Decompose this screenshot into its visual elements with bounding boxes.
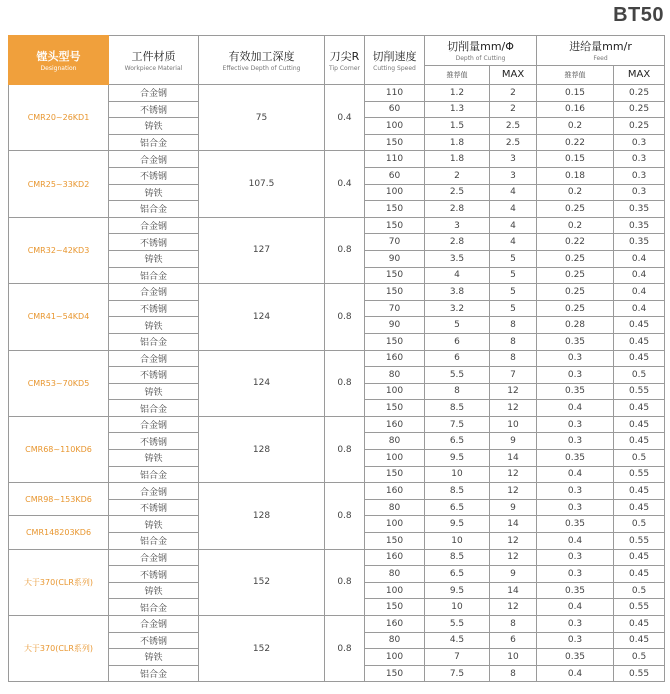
- cut-depth-recommended-cell: 6: [425, 350, 490, 367]
- feed-max-cell: 0.25: [614, 85, 665, 102]
- designation-code: 大于370(CLR系列): [9, 616, 109, 682]
- cut-depth-max-cell: 7: [490, 367, 537, 384]
- cut-depth-max-cell: 2.5: [490, 118, 537, 135]
- feed-max-cell: 0.55: [614, 383, 665, 400]
- designation-code: CMR53~70KD5: [9, 350, 109, 416]
- cut-depth-max-cell: 8: [490, 333, 537, 350]
- feed-max-cell: 0.45: [614, 499, 665, 516]
- material-cell: 不锈钢: [109, 632, 199, 649]
- designation-code: CMR68~110KD6: [9, 416, 109, 482]
- tip-cell: 0.4: [325, 85, 365, 151]
- cut-depth-max-cell: 8: [490, 665, 537, 682]
- material-cell: 铝合金: [109, 267, 199, 284]
- page-code: BT50: [613, 4, 664, 26]
- cut-depth-recommended-cell: 8.5: [425, 549, 490, 566]
- cut-depth-recommended-cell: 1.2: [425, 85, 490, 102]
- material-cell: 不锈钢: [109, 167, 199, 184]
- depth-cell: 124: [199, 350, 325, 416]
- feed-max-cell: 0.4: [614, 284, 665, 301]
- cut-depth-recommended-cell: 3: [425, 217, 490, 234]
- feed-max-cell: 0.45: [614, 566, 665, 583]
- header-feed-max: MAX: [614, 65, 665, 84]
- material-cell: 合金钢: [109, 616, 199, 633]
- table-row: [9, 217, 665, 234]
- feed-recommended-cell: 0.4: [537, 665, 614, 682]
- cut-depth-max-cell: 3: [490, 151, 537, 168]
- speed-cell: 100: [365, 649, 425, 666]
- feed-recommended-cell: 0.35: [537, 333, 614, 350]
- cut-depth-recommended-cell: 2: [425, 167, 490, 184]
- feed-max-cell: 0.45: [614, 350, 665, 367]
- feed-recommended-cell: 0.18: [537, 167, 614, 184]
- feed-max-cell: 0.45: [614, 616, 665, 633]
- feed-max-cell: 0.55: [614, 466, 665, 483]
- speed-cell: 150: [365, 599, 425, 616]
- speed-cell: 100: [365, 383, 425, 400]
- depth-cell: 124: [199, 284, 325, 350]
- feed-recommended-cell: 0.15: [537, 151, 614, 168]
- feed-max-cell: 0.5: [614, 367, 665, 384]
- feed-recommended-cell: 0.25: [537, 201, 614, 218]
- feed-max-cell: 0.5: [614, 649, 665, 666]
- cut-depth-recommended-cell: 9.5: [425, 450, 490, 467]
- feed-max-cell: 0.4: [614, 267, 665, 284]
- feed-max-cell: 0.25: [614, 118, 665, 135]
- feed-max-cell: 0.55: [614, 665, 665, 682]
- material-cell: 铝合金: [109, 201, 199, 218]
- header-feed-recommended: 推荐值: [537, 65, 614, 84]
- material-cell: 合金钢: [109, 217, 199, 234]
- tip-cell: 0.8: [325, 284, 365, 350]
- feed-recommended-cell: 0.3: [537, 499, 614, 516]
- cut-depth-recommended-cell: 6: [425, 333, 490, 350]
- cut-depth-max-cell: 12: [490, 533, 537, 550]
- tip-cell: 0.8: [325, 483, 365, 549]
- speed-cell: 70: [365, 234, 425, 251]
- table-row: [9, 616, 665, 633]
- cut-depth-recommended-cell: 3.5: [425, 250, 490, 267]
- speed-cell: 100: [365, 582, 425, 599]
- material-cell: 不锈钢: [109, 300, 199, 317]
- material-cell: 不锈钢: [109, 234, 199, 251]
- cut-depth-max-cell: 9: [490, 499, 537, 516]
- cut-depth-recommended-cell: 9.5: [425, 516, 490, 533]
- material-cell: 铸铁: [109, 250, 199, 267]
- speed-cell: 80: [365, 367, 425, 384]
- cut-depth-recommended-cell: 10: [425, 599, 490, 616]
- cut-depth-recommended-cell: 4: [425, 267, 490, 284]
- material-cell: 铸铁: [109, 184, 199, 201]
- cut-depth-max-cell: 14: [490, 582, 537, 599]
- cut-depth-max-cell: 12: [490, 466, 537, 483]
- header-material: 工件材质 Workpiece Material: [109, 36, 199, 85]
- material-cell: 不锈钢: [109, 367, 199, 384]
- material-cell: 合金钢: [109, 85, 199, 102]
- cut-depth-recommended-cell: 10: [425, 533, 490, 550]
- speed-cell: 90: [365, 250, 425, 267]
- cut-depth-max-cell: 9: [490, 433, 537, 450]
- feed-max-cell: 0.3: [614, 134, 665, 151]
- designation-code: CMR25~33KD2: [9, 151, 109, 217]
- material-cell: 合金钢: [109, 151, 199, 168]
- feed-max-cell: 0.45: [614, 416, 665, 433]
- material-cell: 不锈钢: [109, 433, 199, 450]
- feed-recommended-cell: 0.2: [537, 184, 614, 201]
- table-row: [9, 350, 665, 367]
- feed-recommended-cell: 0.22: [537, 134, 614, 151]
- material-cell: 合金钢: [109, 350, 199, 367]
- feed-max-cell: 0.25: [614, 101, 665, 118]
- cut-depth-max-cell: 9: [490, 566, 537, 583]
- feed-recommended-cell: 0.3: [537, 549, 614, 566]
- speed-cell: 150: [365, 284, 425, 301]
- depth-cell: 107.5: [199, 151, 325, 217]
- cut-depth-recommended-cell: 6.5: [425, 499, 490, 516]
- material-cell: 合金钢: [109, 549, 199, 566]
- feed-recommended-cell: 0.35: [537, 649, 614, 666]
- cut-depth-recommended-cell: 9.5: [425, 582, 490, 599]
- cut-depth-recommended-cell: 1.8: [425, 151, 490, 168]
- material-cell: 铸铁: [109, 317, 199, 334]
- feed-max-cell: 0.4: [614, 250, 665, 267]
- cut-depth-recommended-cell: 3.2: [425, 300, 490, 317]
- feed-max-cell: 0.45: [614, 317, 665, 334]
- designation-code: CMR98~153KD6: [9, 483, 109, 516]
- cut-depth-recommended-cell: 8.5: [425, 483, 490, 500]
- speed-cell: 150: [365, 665, 425, 682]
- feed-recommended-cell: 0.3: [537, 367, 614, 384]
- cut-depth-max-cell: 5: [490, 267, 537, 284]
- feed-recommended-cell: 0.3: [537, 350, 614, 367]
- designation-code: CMR32~42KD3: [9, 217, 109, 283]
- feed-max-cell: 0.55: [614, 533, 665, 550]
- cut-depth-max-cell: 6: [490, 632, 537, 649]
- feed-recommended-cell: 0.25: [537, 267, 614, 284]
- speed-cell: 160: [365, 483, 425, 500]
- material-cell: 铝合金: [109, 400, 199, 417]
- cut-depth-max-cell: 8: [490, 317, 537, 334]
- feed-recommended-cell: 0.35: [537, 582, 614, 599]
- material-cell: 合金钢: [109, 416, 199, 433]
- depth-cell: 75: [199, 85, 325, 151]
- table-row: [9, 284, 665, 301]
- cut-depth-recommended-cell: 1.3: [425, 101, 490, 118]
- feed-recommended-cell: 0.3: [537, 433, 614, 450]
- feed-max-cell: 0.35: [614, 201, 665, 218]
- header-feed: 进给量mm/r Feed: [537, 36, 665, 66]
- header-designation: 镗头型号 Designation: [9, 36, 109, 85]
- feed-recommended-cell: 0.2: [537, 118, 614, 135]
- designation-code: CMR20~26KD1: [9, 85, 109, 151]
- cut-depth-max-cell: 12: [490, 599, 537, 616]
- cut-depth-max-cell: 12: [490, 400, 537, 417]
- speed-cell: 100: [365, 450, 425, 467]
- depth-cell: 128: [199, 416, 325, 482]
- material-cell: 铸铁: [109, 649, 199, 666]
- material-cell: 不锈钢: [109, 101, 199, 118]
- feed-max-cell: 0.45: [614, 400, 665, 417]
- feed-max-cell: 0.45: [614, 333, 665, 350]
- cut-depth-recommended-cell: 7: [425, 649, 490, 666]
- cut-depth-recommended-cell: 3.8: [425, 284, 490, 301]
- speed-cell: 60: [365, 101, 425, 118]
- table-row: [9, 483, 665, 500]
- depth-cell: 152: [199, 616, 325, 682]
- header-tip: 刀尖R Tip Corner: [325, 36, 365, 85]
- speed-cell: 150: [365, 533, 425, 550]
- cut-depth-recommended-cell: 6.5: [425, 433, 490, 450]
- speed-cell: 150: [365, 400, 425, 417]
- material-cell: 铝合金: [109, 533, 199, 550]
- cut-depth-recommended-cell: 5.5: [425, 616, 490, 633]
- material-cell: 铸铁: [109, 582, 199, 599]
- cut-depth-max-cell: 4: [490, 184, 537, 201]
- material-cell: 铝合金: [109, 466, 199, 483]
- depth-cell: 152: [199, 549, 325, 615]
- feed-max-cell: 0.4: [614, 300, 665, 317]
- feed-recommended-cell: 0.22: [537, 234, 614, 251]
- feed-recommended-cell: 0.4: [537, 533, 614, 550]
- speed-cell: 60: [365, 167, 425, 184]
- feed-recommended-cell: 0.28: [537, 317, 614, 334]
- depth-cell: 128: [199, 483, 325, 549]
- feed-max-cell: 0.45: [614, 483, 665, 500]
- feed-recommended-cell: 0.35: [537, 383, 614, 400]
- feed-max-cell: 0.55: [614, 599, 665, 616]
- cut-depth-recommended-cell: 5: [425, 317, 490, 334]
- cut-depth-recommended-cell: 4.5: [425, 632, 490, 649]
- table-row: [9, 416, 665, 433]
- speed-cell: 100: [365, 516, 425, 533]
- speed-cell: 160: [365, 549, 425, 566]
- speed-cell: 80: [365, 433, 425, 450]
- cut-depth-recommended-cell: 8.5: [425, 400, 490, 417]
- tip-cell: 0.8: [325, 616, 365, 682]
- feed-recommended-cell: 0.2: [537, 217, 614, 234]
- header-cut-depth-max: MAX: [490, 65, 537, 84]
- feed-recommended-cell: 0.4: [537, 466, 614, 483]
- feed-max-cell: 0.35: [614, 234, 665, 251]
- feed-recommended-cell: 0.25: [537, 250, 614, 267]
- feed-max-cell: 0.45: [614, 549, 665, 566]
- cut-depth-recommended-cell: 1.8: [425, 134, 490, 151]
- feed-max-cell: 0.35: [614, 217, 665, 234]
- tip-cell: 0.8: [325, 350, 365, 416]
- feed-max-cell: 0.5: [614, 450, 665, 467]
- cut-depth-max-cell: 3: [490, 167, 537, 184]
- designation-code: 大于370(CLR系列): [9, 549, 109, 615]
- speed-cell: 80: [365, 632, 425, 649]
- feed-max-cell: 0.3: [614, 184, 665, 201]
- feed-recommended-cell: 0.3: [537, 632, 614, 649]
- speed-cell: 160: [365, 350, 425, 367]
- material-cell: 铸铁: [109, 516, 199, 533]
- feed-recommended-cell: 0.3: [537, 566, 614, 583]
- cut-depth-recommended-cell: 2.8: [425, 234, 490, 251]
- cut-depth-max-cell: 5: [490, 250, 537, 267]
- cut-depth-recommended-cell: 2.5: [425, 184, 490, 201]
- speed-cell: 150: [365, 333, 425, 350]
- cut-depth-max-cell: 14: [490, 516, 537, 533]
- feed-recommended-cell: 0.15: [537, 85, 614, 102]
- speed-cell: 150: [365, 267, 425, 284]
- speed-cell: 160: [365, 616, 425, 633]
- designation-code: CMR41~54KD4: [9, 284, 109, 350]
- speed-cell: 110: [365, 151, 425, 168]
- speed-cell: 150: [365, 134, 425, 151]
- speed-cell: 150: [365, 201, 425, 218]
- material-cell: 铸铁: [109, 450, 199, 467]
- feed-recommended-cell: 0.3: [537, 616, 614, 633]
- material-cell: 铝合金: [109, 665, 199, 682]
- speed-cell: 100: [365, 118, 425, 135]
- header-cut-depth-recommended: 推荐值: [425, 65, 490, 84]
- header-depth: 有效加工深度 Effective Depth of Cutting: [199, 36, 325, 85]
- material-cell: 合金钢: [109, 483, 199, 500]
- cut-depth-max-cell: 4: [490, 217, 537, 234]
- material-cell: 合金钢: [109, 284, 199, 301]
- cut-depth-max-cell: 8: [490, 616, 537, 633]
- table-row: [9, 85, 665, 102]
- designation-code: CMR148203KD6: [9, 516, 109, 549]
- tip-cell: 0.8: [325, 217, 365, 283]
- material-cell: 铝合金: [109, 599, 199, 616]
- cut-depth-max-cell: 2: [490, 101, 537, 118]
- cut-depth-max-cell: 5: [490, 284, 537, 301]
- cut-depth-max-cell: 8: [490, 350, 537, 367]
- feed-recommended-cell: 0.35: [537, 450, 614, 467]
- feed-max-cell: 0.5: [614, 516, 665, 533]
- material-cell: 不锈钢: [109, 499, 199, 516]
- feed-recommended-cell: 0.35: [537, 516, 614, 533]
- cut-depth-max-cell: 10: [490, 649, 537, 666]
- cut-depth-max-cell: 5: [490, 300, 537, 317]
- feed-recommended-cell: 0.4: [537, 400, 614, 417]
- feed-max-cell: 0.3: [614, 167, 665, 184]
- cut-depth-recommended-cell: 7.5: [425, 416, 490, 433]
- cut-depth-recommended-cell: 1.5: [425, 118, 490, 135]
- cut-depth-recommended-cell: 6.5: [425, 566, 490, 583]
- cut-depth-recommended-cell: 10: [425, 466, 490, 483]
- cut-depth-max-cell: 12: [490, 383, 537, 400]
- table-body: [9, 85, 665, 682]
- header-cut-depth: 切削量mm/Φ Depth of Cutting: [425, 36, 537, 66]
- tip-cell: 0.8: [325, 416, 365, 482]
- cut-depth-max-cell: 2.5: [490, 134, 537, 151]
- depth-cell: 127: [199, 217, 325, 283]
- feed-recommended-cell: 0.3: [537, 483, 614, 500]
- speed-cell: 90: [365, 317, 425, 334]
- cut-depth-max-cell: 4: [490, 201, 537, 218]
- speed-cell: 110: [365, 85, 425, 102]
- cut-depth-max-cell: 12: [490, 549, 537, 566]
- material-cell: 铸铁: [109, 118, 199, 135]
- cut-depth-max-cell: 10: [490, 416, 537, 433]
- feed-recommended-cell: 0.3: [537, 416, 614, 433]
- speed-cell: 160: [365, 416, 425, 433]
- cut-depth-recommended-cell: 8: [425, 383, 490, 400]
- feed-recommended-cell: 0.16: [537, 101, 614, 118]
- feed-max-cell: 0.5: [614, 582, 665, 599]
- feed-max-cell: 0.45: [614, 433, 665, 450]
- cut-depth-recommended-cell: 7.5: [425, 665, 490, 682]
- speed-cell: 100: [365, 184, 425, 201]
- cut-depth-max-cell: 14: [490, 450, 537, 467]
- cut-depth-recommended-cell: 5.5: [425, 367, 490, 384]
- header-speed: 切削速度 Cutting Speed: [365, 36, 425, 85]
- cut-depth-max-cell: 2: [490, 85, 537, 102]
- tip-cell: 0.4: [325, 151, 365, 217]
- feed-recommended-cell: 0.4: [537, 599, 614, 616]
- material-cell: 铝合金: [109, 333, 199, 350]
- cut-depth-recommended-cell: 2.8: [425, 201, 490, 218]
- cutting-parameters-table: [8, 35, 665, 682]
- speed-cell: 80: [365, 499, 425, 516]
- table-row: [9, 549, 665, 566]
- cut-depth-max-cell: 12: [490, 483, 537, 500]
- speed-cell: 70: [365, 300, 425, 317]
- feed-recommended-cell: 0.25: [537, 300, 614, 317]
- feed-max-cell: 0.3: [614, 151, 665, 168]
- speed-cell: 80: [365, 566, 425, 583]
- speed-cell: 150: [365, 217, 425, 234]
- cut-depth-max-cell: 4: [490, 234, 537, 251]
- table-row: [9, 151, 665, 168]
- material-cell: 铝合金: [109, 134, 199, 151]
- feed-recommended-cell: 0.25: [537, 284, 614, 301]
- feed-max-cell: 0.45: [614, 632, 665, 649]
- tip-cell: 0.8: [325, 549, 365, 615]
- material-cell: 不锈钢: [109, 566, 199, 583]
- material-cell: 铸铁: [109, 383, 199, 400]
- speed-cell: 150: [365, 466, 425, 483]
